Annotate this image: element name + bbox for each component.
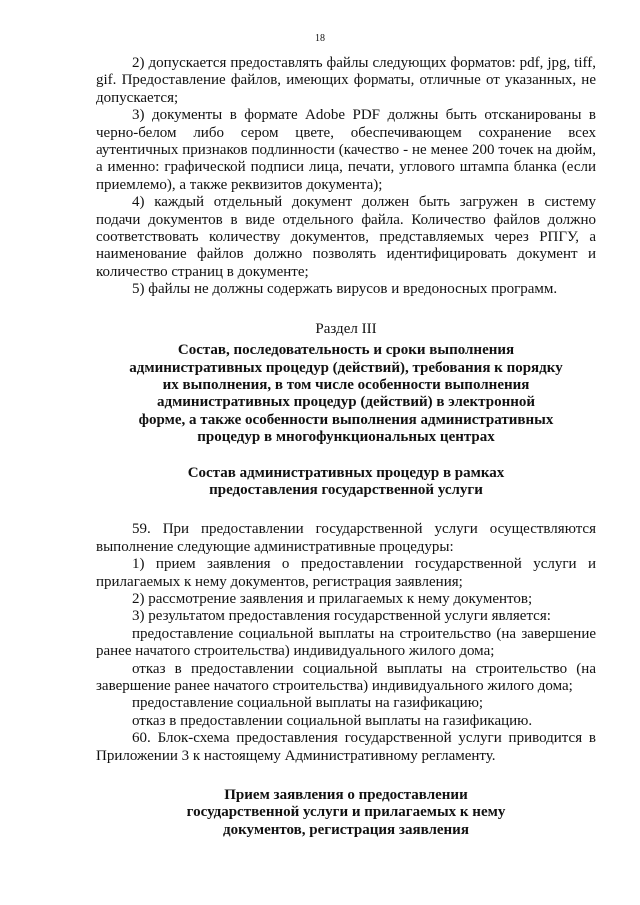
- subsection-title-line: Прием заявления о предоставлении: [224, 787, 468, 804]
- paragraph-59: [96, 521, 596, 730]
- result-item: предоставление социальной выплаты на строительство (на завершение ранее начатого строительства) индивидуального жилого дома;: [96, 625, 596, 660]
- list-item: 5) файлы не должны содержать вирусов и вредоносных программ.: [132, 281, 558, 298]
- list-item: 4) каждый отдельный документ должен быть загружен в систему подачи документов в виде отдельного файла. Количество файлов должно соответствовать количеству документов, представляемых через РПГУ, а наименование файлов должно позволять идентифицировать документ и количество страниц в документе;: [96, 194, 596, 280]
- list-item: 3) документы в формате Adobe PDF должны быть отсканированы в черно-белом либо сером цвете, обеспечивающем сохранение всех аутентичных признаков подлинности (качество - не менее 200 точек на дюйм, а именно: графической подписи лица, печати, углового штампа бланка (если приемлемо), а также реквизитов документа);: [96, 107, 596, 193]
- paragraph-60: 60. Блок-схема предоставления государственной услуги приводится в Приложении 3 к настоящему Административному регламенту.: [96, 730, 596, 764]
- procedure-item: 3) результатом предоставления государственной услуги является:: [132, 608, 551, 625]
- section-title-line: административных процедур (действий), требования к порядку: [129, 359, 563, 376]
- section-title-line: процедур в многофункциональных центрах: [197, 429, 495, 446]
- section-title-line: форме, а также особенности выполнения административных: [138, 411, 554, 428]
- list-item: 2) допускается предоставлять файлы следующих форматов: pdf, jpg, tiff, gif. Предоставление файлов, имеющих форматы, отличные от указанных, не допускается;: [96, 55, 596, 106]
- result-item: отказ в предоставлении социальной выплаты на газификацию.: [132, 712, 533, 729]
- document-body: [96, 55, 596, 839]
- format-requirements-list: [96, 55, 596, 299]
- paragraph-intro: 59. При предоставлении государственной услуги осуществляются выполнение следующие административные процедуры:: [96, 521, 596, 555]
- section-title-line: Состав, последовательность и сроки выполнения: [177, 342, 515, 359]
- section-title-line: их выполнения, в том числе особенности выполнения: [162, 376, 530, 393]
- procedure-item: 1) прием заявления о предоставлении государственной услуги и прилагаемых к нему документов, регистрация заявления;: [96, 556, 596, 590]
- procedure-item: 2) рассмотрение заявления и прилагаемых к нему документов;: [132, 590, 533, 607]
- section-label: Раздел III: [315, 320, 377, 337]
- subsection-title-line: государственной услуги и прилагаемых к нему: [186, 804, 506, 821]
- result-item: отказ в предоставлении социальной выплаты на строительство (на завершение ранее начатого строительства) индивидуального жилого дома;: [96, 660, 596, 694]
- subsection-title-line: Состав административных процедур в рамках: [187, 464, 505, 481]
- subsection-title-line: предоставления государственной услуги: [209, 481, 483, 498]
- section-title: [96, 342, 596, 446]
- section-title-line: административных процедур (действий) в электронной: [156, 394, 536, 411]
- subsection-title-line: документов, регистрация заявления: [223, 821, 469, 838]
- page-number: 18: [315, 33, 325, 44]
- subsection-title-reception: [96, 787, 596, 839]
- result-item: предоставление социальной выплаты на газификацию;: [132, 695, 484, 712]
- subsection-title-procedures: [96, 465, 596, 500]
